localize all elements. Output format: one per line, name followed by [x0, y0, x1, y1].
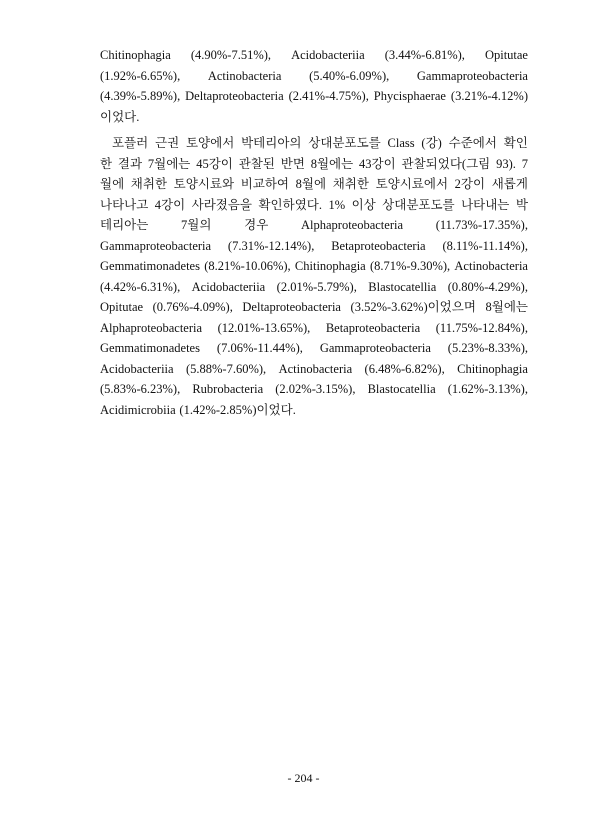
word: 93).	[496, 156, 516, 171]
word: Alphaproteobacteria	[100, 320, 203, 335]
word: 박테리아의	[241, 136, 302, 150]
word: Deltaproteobacteria	[185, 89, 284, 103]
word: (강)	[421, 136, 442, 150]
word: (3.21%-4.12%)	[450, 89, 528, 103]
text-line	[100, 195, 528, 216]
text-line	[100, 359, 528, 380]
word: (3.52%-3.62%)이었으며	[350, 300, 476, 314]
word: 43강이	[359, 156, 396, 171]
word: (3.44%-6.81%),	[384, 48, 465, 62]
word: 근권	[155, 136, 180, 150]
word: 4강이	[154, 197, 186, 212]
text-line	[100, 379, 528, 400]
word: 포플러	[112, 136, 149, 150]
word: Gemmatimonadetes	[100, 341, 200, 355]
word: (1.92%-6.65%),	[100, 68, 181, 83]
word: 경우	[244, 218, 269, 232]
paragraph	[100, 133, 528, 420]
page-number: - 204 -	[287, 771, 320, 785]
word: (0.76%-4.09%),	[152, 300, 233, 314]
word: 수준에서	[448, 136, 497, 150]
word: 월에	[100, 177, 125, 191]
word: 7월의	[181, 218, 212, 232]
word: 1%	[328, 197, 346, 212]
word: 8월에는	[485, 300, 528, 314]
word: Chitinophagia	[457, 361, 528, 376]
text-line	[100, 256, 528, 277]
text-line	[100, 236, 528, 257]
word: Gammaproteobacteria	[319, 341, 431, 355]
word: Rubrobacteria	[192, 382, 264, 396]
word: (11.73%-17.35%),	[435, 218, 528, 232]
word: 이상	[351, 197, 376, 212]
word: (0.80%-4.29%),	[447, 279, 528, 294]
text-line	[100, 277, 528, 298]
word: Actinobacteria	[207, 68, 282, 83]
word: 7월에는	[147, 156, 191, 171]
word: 2강이	[454, 177, 486, 191]
word: Blastocatellia	[368, 279, 437, 294]
word: Opitutae	[484, 48, 528, 62]
word: 사라졌음을	[191, 197, 253, 212]
word: Gemmatimonadetes	[100, 259, 200, 273]
word: Betaproteobacteria	[331, 238, 426, 253]
word: 결과	[117, 156, 143, 171]
text-line	[100, 400, 528, 421]
word: Opitutae	[100, 300, 144, 314]
word: 관찰된	[238, 156, 275, 171]
word: Phycisphaerae	[373, 89, 446, 103]
word: Actinobacteria	[278, 361, 353, 376]
word: (8.21%-10.06%),	[204, 259, 291, 273]
word: (2.02%-3.15%),	[275, 382, 356, 396]
word: Deltaproteobacteria	[242, 300, 341, 314]
word: (5.40%-6.09%),	[309, 68, 390, 83]
word: (2.01%-5.79%),	[276, 279, 357, 294]
word: 한	[100, 156, 113, 171]
word: Actinobacteria	[454, 259, 528, 273]
word: Blastocatellia	[367, 382, 436, 396]
word: (1.42%-2.85%)이었다.	[179, 402, 296, 417]
paragraph	[100, 45, 528, 127]
word: 45강이	[196, 156, 233, 171]
word: Betaproteobacteria	[325, 320, 421, 335]
word: (7.31%-12.14%),	[227, 238, 315, 253]
word: (6.48%-6.82%),	[364, 361, 445, 376]
word: 박	[515, 197, 528, 212]
word: (5.23%-8.33%),	[447, 341, 528, 355]
body-text	[100, 45, 528, 420]
word: (12.01%-13.65%),	[217, 320, 311, 335]
word: (5.83%-6.23%),	[100, 382, 181, 396]
word: (4.39%-5.89%),	[100, 89, 181, 103]
word: (2.41%-4.75%),	[288, 89, 369, 103]
word: (8.11%-11.14%),	[442, 238, 528, 253]
word: Acidobacteriia	[191, 279, 266, 294]
text-line	[100, 45, 528, 66]
text-line	[100, 318, 528, 339]
word: 토양에서	[185, 136, 235, 150]
text-line	[100, 215, 528, 236]
word: Acidobacteriia	[100, 361, 174, 376]
word: 나타내는	[461, 197, 510, 212]
word: 8월에는	[310, 156, 354, 171]
word: 확인	[503, 136, 528, 150]
text-line	[100, 66, 528, 87]
word: 관찰되었다(그림	[401, 156, 491, 171]
word: Acidimicrobiia	[100, 402, 176, 417]
text-line	[100, 107, 528, 128]
word: (4.90%-7.51%),	[190, 48, 272, 62]
word: (1.62%-3.13%),	[447, 382, 528, 396]
text-line	[100, 86, 528, 107]
text-line	[100, 133, 528, 154]
word: 나타나고	[100, 197, 149, 212]
word: Acidobacteriia	[291, 48, 365, 62]
word: Chitinophagia	[100, 48, 171, 62]
text-line	[100, 174, 528, 195]
word: 반면	[280, 156, 305, 171]
word: Chitinophagia	[294, 259, 366, 273]
word: Gammaproteobacteria	[416, 68, 528, 83]
word: 이었다.	[100, 109, 140, 124]
word: 상대분포도를	[308, 136, 381, 150]
text-line	[100, 338, 528, 359]
word: 채취한	[332, 177, 369, 191]
word: 확인하였다.	[258, 197, 322, 212]
word: Alphaproteobacteria	[300, 218, 404, 232]
word: 채취한	[130, 177, 168, 191]
word: Class	[387, 136, 415, 150]
word: Gammaproteobacteria	[100, 238, 212, 253]
word: (7.06%-11.44%),	[216, 341, 303, 355]
word: (4.42%-6.31%),	[100, 279, 181, 294]
word: 새롭게	[491, 177, 528, 191]
word: 토양시료와	[173, 177, 235, 191]
word: 토양시료에서	[375, 177, 449, 191]
word: 비교하여	[240, 177, 290, 191]
word: 테리아는	[100, 218, 149, 232]
word: 상대분포도를	[382, 197, 455, 212]
text-line	[100, 154, 528, 175]
word: 7	[521, 156, 528, 171]
word: 8월에	[295, 177, 327, 191]
text-line	[100, 297, 528, 318]
word: (5.88%-7.60%),	[185, 361, 267, 376]
word: (8.71%-9.30%),	[369, 259, 451, 273]
word: (11.75%-12.84%),	[435, 320, 528, 335]
